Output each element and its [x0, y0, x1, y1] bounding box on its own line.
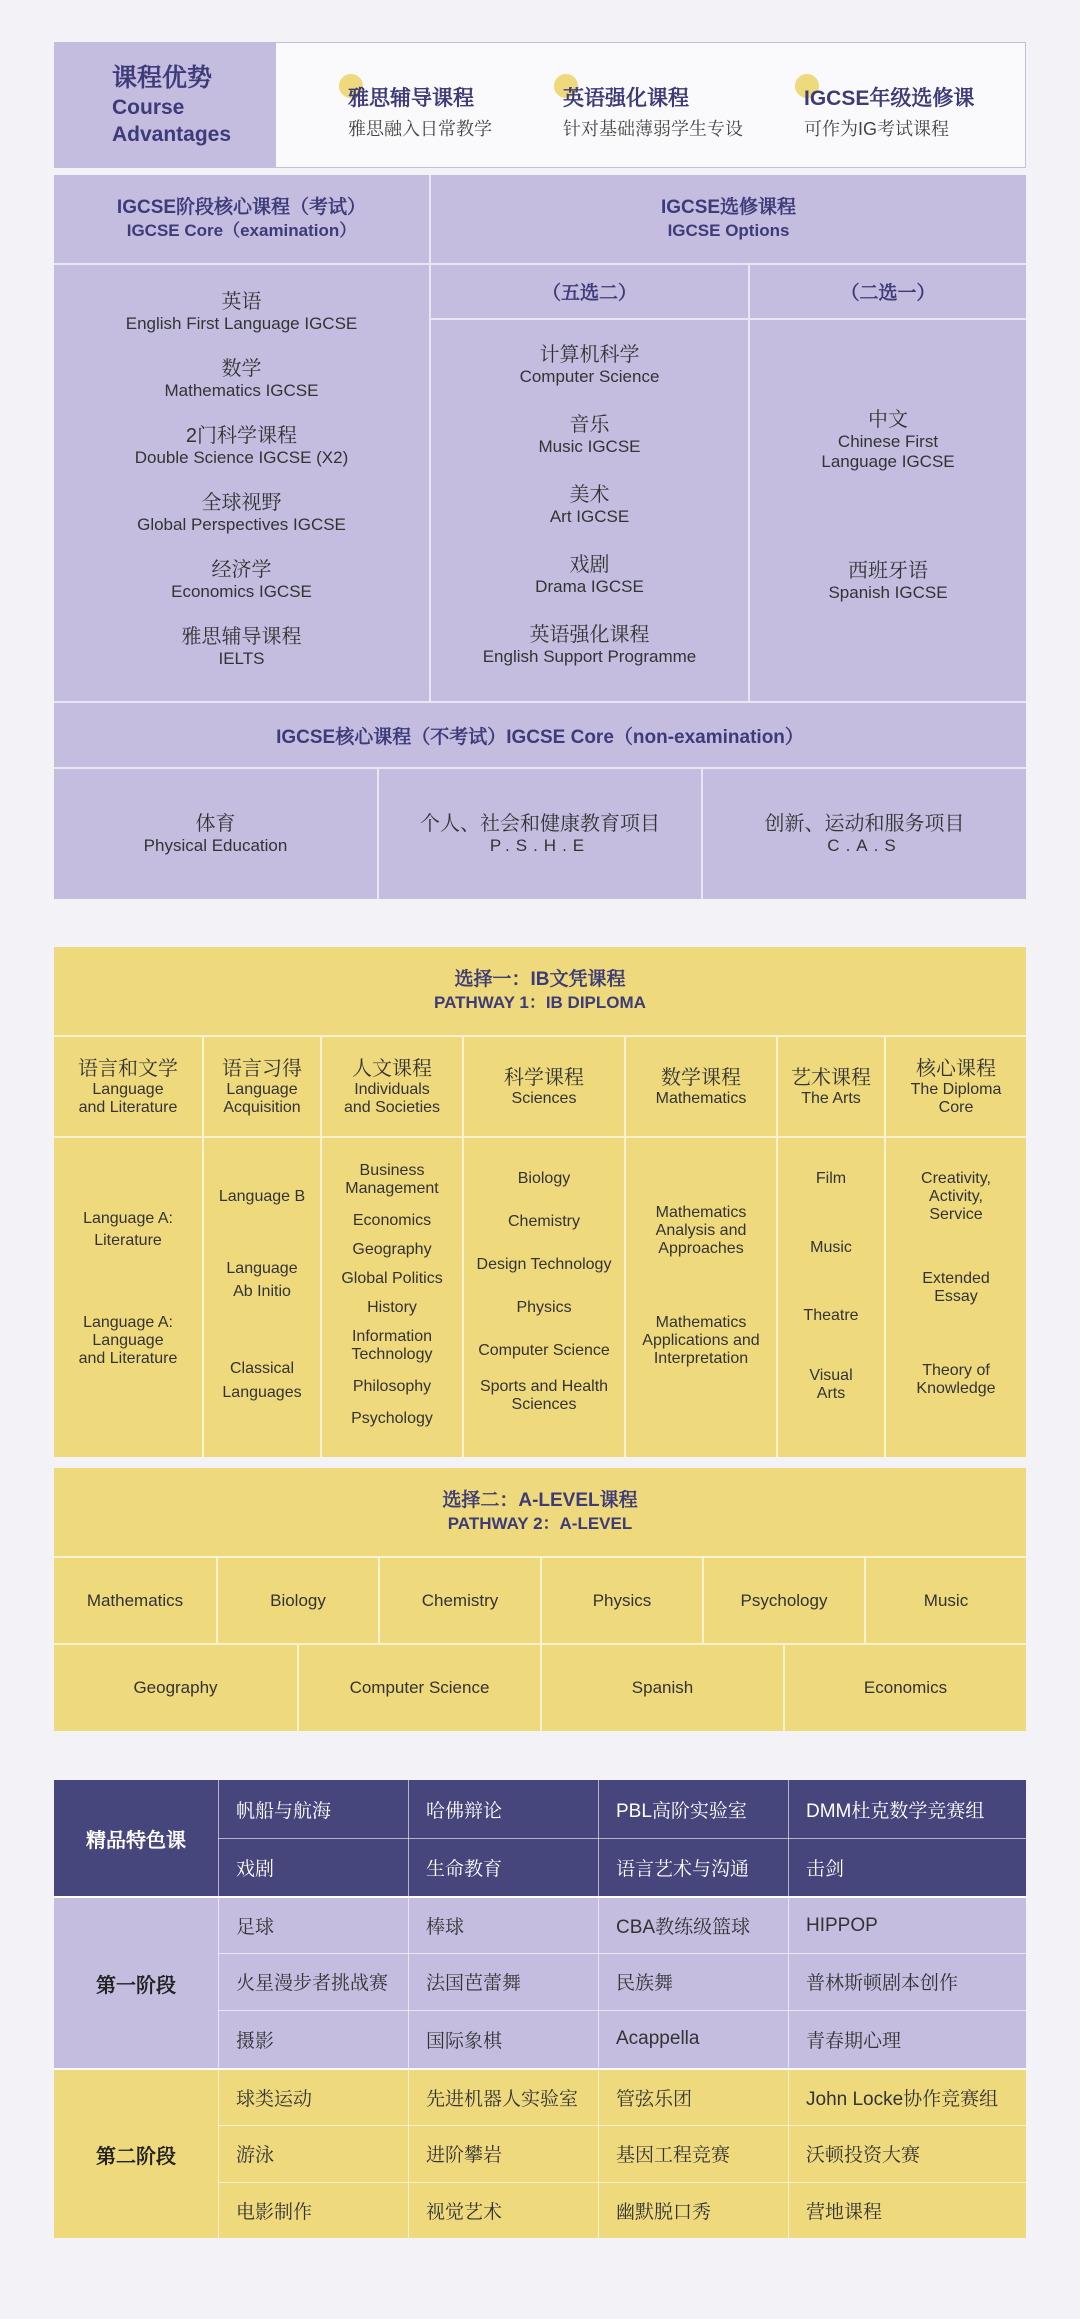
ib-course: Language A:	[83, 1314, 173, 1331]
ib-header-en: PATHWAY 1：IB DIPLOMA	[434, 993, 646, 1012]
ib-group-header	[322, 1037, 462, 1136]
core-subject-zh: 2门科学课程	[185, 425, 298, 447]
option-subject-en: Music IGCSE	[538, 437, 641, 456]
ib-group-en: and Societies	[343, 1098, 441, 1116]
ib-course: Design Technology	[476, 1256, 612, 1273]
ib-course: Interpretation	[653, 1350, 749, 1367]
alevel-subject: Computer Science	[349, 1678, 490, 1697]
divider	[430, 318, 1026, 320]
activity-cell: 进阶攀岩	[426, 2145, 503, 2166]
ib-group-en: Acquisition	[223, 1098, 301, 1116]
non-exam-en: C.A.S	[827, 836, 902, 855]
core-subject	[182, 625, 302, 692]
activity-cell: 营地课程	[806, 2201, 883, 2223]
option-spanish-en: Spanish IGCSE	[828, 583, 948, 602]
alevel-subject: Biology	[270, 1590, 326, 1610]
ib-course: Chemistry	[507, 1213, 580, 1230]
ib-course: Sciences	[511, 1396, 577, 1413]
ib-group-header	[54, 1037, 202, 1136]
activity-cell: 视觉艺术	[426, 2201, 503, 2223]
core-subject-list	[54, 290, 429, 692]
advantage-sub-2: 针对基础薄弱学生专设	[563, 119, 743, 139]
advantage-sub-1: 雅思融入日常教学	[348, 119, 492, 139]
ib-course: Technology	[351, 1346, 433, 1363]
activity-cell: 民族舞	[616, 1973, 674, 1994]
advantages-title-zh: 课程优势	[112, 64, 213, 92]
igcse-core-header	[54, 175, 429, 263]
option-subject-zh: 英语强化课程	[529, 624, 650, 646]
activity-cell: 电影制作	[236, 2201, 313, 2223]
choose-five-two-label: （五选二）	[541, 283, 637, 304]
non-exam-header-text: IGCSE核心课程（不考试）IGCSE Core（non-examination）	[276, 726, 804, 748]
ib-course: Ab Initio	[233, 1283, 291, 1300]
non-exam-cas	[703, 769, 1026, 899]
ib-group-en: Individuals	[354, 1080, 430, 1098]
ib-course: Visual	[809, 1367, 853, 1384]
igcse-core-header-en: IGCSE Core（examination）	[126, 221, 357, 240]
advantage-title-3: IGCSE年级选修课	[804, 87, 975, 110]
option-subject-en: Drama IGCSE	[535, 577, 644, 596]
ib-course: Management	[345, 1180, 439, 1197]
activity-cell: 语言艺术与沟通	[616, 1858, 750, 1880]
ib-course: Geography	[352, 1241, 432, 1258]
advantages-title-box	[54, 42, 276, 168]
non-exam-zh: 体育	[195, 813, 236, 835]
option-subject	[550, 483, 629, 553]
core-subject	[137, 491, 346, 558]
option-chinese-en-2: Language IGCSE	[821, 452, 955, 471]
alevel-subject: Geography	[133, 1678, 218, 1697]
ib-course: Creativity,	[921, 1170, 991, 1187]
igcse-options-header-zh: IGCSE选修课程	[660, 197, 797, 218]
ib-course: Global Politics	[341, 1270, 443, 1287]
alevel-subject: Chemistry	[421, 1590, 499, 1610]
alevel-header	[54, 1468, 1026, 1556]
activity-cell: 青春期心理	[806, 2030, 902, 2052]
activity-cell: 幽默脱口秀	[616, 2201, 712, 2223]
option-chinese-en-1: Chinese First	[837, 432, 939, 451]
option-spanish	[750, 555, 1026, 607]
ib-header	[54, 947, 1026, 1035]
ib-group-en: and Literature	[78, 1098, 178, 1116]
core-subject-en: Economics IGCSE	[171, 582, 312, 601]
core-subject-en: English First Language IGCSE	[125, 314, 358, 333]
alevel-subject: Mathematics	[86, 1590, 184, 1610]
choose-two-one	[750, 265, 1026, 318]
core-subject	[171, 558, 312, 625]
option-subject-en: English Support Programme	[482, 647, 697, 666]
ib-course: Service	[929, 1206, 983, 1223]
ib-group-en: Mathematics	[655, 1089, 747, 1107]
ib-group-zh: 科学课程	[504, 1066, 584, 1089]
ib-course: Biology	[517, 1170, 571, 1187]
activity-cell: 击剑	[806, 1858, 845, 1880]
ib-group-header	[464, 1037, 624, 1136]
ib-course: History	[367, 1299, 417, 1316]
activity-cell: 足球	[236, 1917, 275, 1938]
activity-cell: John Locke协作竞赛组	[806, 2089, 999, 2110]
ib-group-en: Core	[938, 1098, 974, 1116]
ib-course: Arts	[816, 1385, 846, 1402]
ib-course: Extended	[922, 1270, 990, 1287]
core-subject-en: Mathematics IGCSE	[164, 381, 319, 400]
ib-group-en: Language	[226, 1080, 298, 1098]
activity-cell: 沃顿投资大赛	[806, 2145, 921, 2166]
alevel-header-zh: 选择二：A-LEVEL课程	[442, 1490, 638, 1511]
core-subject	[126, 290, 358, 357]
activity-cell: 球类运动	[236, 2089, 313, 2110]
ib-course: Knowledge	[916, 1380, 996, 1397]
ib-course: Analysis and	[655, 1222, 747, 1239]
alevel-subject: Spanish	[631, 1678, 694, 1697]
option-subject-zh: 美术	[569, 484, 610, 506]
core-subject-zh: 数学	[221, 358, 262, 380]
ib-course: Language	[92, 1332, 164, 1349]
advantage-title-1: 雅思辅导课程	[348, 87, 474, 110]
alevel-subject: Physics	[592, 1590, 652, 1610]
activity-cell: 戏剧	[236, 1858, 275, 1880]
igcse-options-header-en: IGCSE Options	[667, 221, 790, 240]
advantage-sub-3: 可作为IG考试课程	[804, 119, 950, 139]
option-subject	[483, 623, 697, 693]
ib-course: Mathematics	[655, 1314, 747, 1331]
ib-course: Applications and	[642, 1332, 760, 1349]
option-subject-zh: 计算机科学	[539, 344, 640, 366]
core-subject-en: Global Perspectives IGCSE	[137, 515, 346, 534]
option-subject-zh: 戏剧	[569, 554, 610, 576]
ib-course: Literature	[94, 1232, 162, 1249]
ib-course: Physics	[516, 1299, 572, 1316]
ib-course: Sports and Health	[479, 1378, 609, 1395]
option-subject-en: Computer Science	[519, 367, 660, 386]
advantage-title-2: 英语强化课程	[563, 87, 689, 110]
ib-group-header	[778, 1037, 884, 1136]
option-subject	[538, 413, 640, 483]
activity-cell: 游泳	[236, 2145, 275, 2166]
option-subject	[520, 343, 660, 413]
ib-course: Film	[815, 1170, 847, 1187]
non-exam-zh: 创新、运动和服务项目	[764, 813, 965, 835]
activity-cell: 棒球	[426, 1917, 465, 1938]
activity-cell: HIPPOP	[806, 1914, 878, 1936]
core-subject	[165, 357, 319, 424]
ib-course: Approaches	[658, 1240, 744, 1257]
activity-cell: Acappella	[616, 2028, 700, 2049]
ib-group-header	[886, 1037, 1026, 1136]
ib-course: Language B	[218, 1188, 306, 1205]
core-subject-zh: 全球视野	[201, 492, 282, 514]
ib-course: Mathematics	[655, 1204, 747, 1221]
ib-course: Music	[810, 1239, 852, 1256]
activity-cell: DMM杜克数学竞赛组	[806, 1800, 985, 1822]
core-subject-zh: 经济学	[211, 559, 272, 581]
alevel-header-en: PATHWAY 2：A-LEVEL	[447, 1514, 633, 1533]
core-subject-en: Double Science IGCSE (X2)	[134, 448, 349, 467]
activity-cell: 生命教育	[426, 1858, 503, 1880]
alevel-subject: Music	[923, 1590, 969, 1610]
ib-course: Language A:	[83, 1210, 173, 1227]
ib-header-zh: 选择一：IB文凭课程	[454, 969, 626, 990]
option-subject-en: Art IGCSE	[549, 507, 630, 526]
igcse-options-header	[431, 175, 1026, 263]
option-spanish-zh: 西班牙语	[848, 560, 928, 582]
option-chinese-zh: 中文	[868, 409, 908, 431]
ib-course: Information	[351, 1328, 433, 1345]
ib-course: Essay	[934, 1288, 978, 1305]
ib-course: and Literature	[78, 1350, 178, 1367]
ib-group-header	[626, 1037, 776, 1136]
advantages-title-en-2: Advantages	[112, 123, 232, 146]
ib-course: Theatre	[803, 1307, 859, 1324]
option-subject-zh: 音乐	[569, 414, 610, 436]
ib-group-zh: 语言习得	[222, 1057, 302, 1080]
ib-course: Activity,	[929, 1188, 983, 1205]
choose-five-two	[431, 265, 748, 318]
option-chinese	[750, 400, 1026, 480]
stage1-label: 第一阶段	[96, 1974, 176, 1997]
ib-course: Business	[359, 1162, 425, 1179]
activity-cell: 摄影	[236, 2030, 275, 2052]
non-exam-zh: 个人、社会和健康教育项目	[420, 813, 660, 835]
ib-course: Economics	[352, 1212, 432, 1229]
activity-cell: PBL高阶实验室	[616, 1800, 747, 1822]
ib-group-zh: 核心课程	[916, 1057, 996, 1080]
core-subject-zh: 英语	[221, 291, 262, 313]
non-exam-en: P.S.H.E	[489, 836, 591, 855]
ib-group-en: The Arts	[801, 1089, 861, 1107]
activity-cell: 先进机器人实验室	[426, 2089, 579, 2110]
ib-group-header	[204, 1037, 320, 1136]
non-exam-header	[54, 703, 1026, 767]
activity-cell: 哈佛辩论	[426, 1800, 503, 1822]
core-subject	[135, 424, 349, 491]
divider	[54, 1136, 1026, 1138]
activity-cell: 管弦乐团	[616, 2089, 693, 2110]
activity-cell: 基因工程竞赛	[616, 2145, 731, 2166]
ib-course: Psychology	[351, 1410, 433, 1427]
alevel-subject: Psychology	[740, 1590, 828, 1610]
ib-course: Language	[226, 1260, 298, 1277]
featured-label: 精品特色课	[86, 1829, 186, 1852]
stage2-label: 第二阶段	[96, 2145, 176, 2168]
divider	[748, 264, 750, 702]
ib-course: Languages	[222, 1384, 302, 1401]
ib-course: Theory of	[922, 1362, 990, 1379]
non-exam-pe	[54, 769, 377, 899]
option-subject	[535, 553, 644, 623]
ib-group-zh: 人文课程	[352, 1057, 432, 1080]
ib-group-en: The Diploma	[910, 1080, 1002, 1098]
activity-cell: 火星漫步者挑战赛	[236, 1973, 389, 1994]
core-subject-zh: 雅思辅导课程	[181, 626, 302, 648]
ib-course: Philosophy	[352, 1378, 432, 1395]
ib-group-zh: 语言和文学	[78, 1057, 178, 1080]
ib-course: Classical	[229, 1360, 294, 1377]
ib-group-zh: 数学课程	[661, 1066, 741, 1089]
ib-group-en: Language	[92, 1080, 164, 1098]
activity-cell: 普林斯顿剧本创作	[806, 1973, 959, 1994]
activity-cell: 法国芭蕾舞	[426, 1973, 522, 1994]
advantages-title-en-1: Course	[112, 96, 185, 119]
non-exam-en: Physical Education	[143, 836, 288, 855]
alevel-subject: Economics	[863, 1678, 948, 1697]
ib-group-zh: 艺术课程	[791, 1066, 871, 1089]
options-five-list	[431, 343, 748, 693]
core-subject-en: IELTS	[218, 649, 265, 668]
ib-group-en: Sciences	[511, 1089, 577, 1107]
activity-cell: 帆船与航海	[236, 1800, 332, 1822]
choose-two-one-label: （二选一）	[840, 283, 936, 304]
activity-cell: 国际象棋	[426, 2030, 503, 2052]
activity-cell: CBA教练级篮球	[616, 1917, 751, 1938]
ib-course: Computer Science	[478, 1342, 610, 1359]
igcse-core-header-zh: IGCSE阶段核心课程（考试）	[116, 197, 367, 218]
non-exam-pshe	[379, 769, 701, 899]
